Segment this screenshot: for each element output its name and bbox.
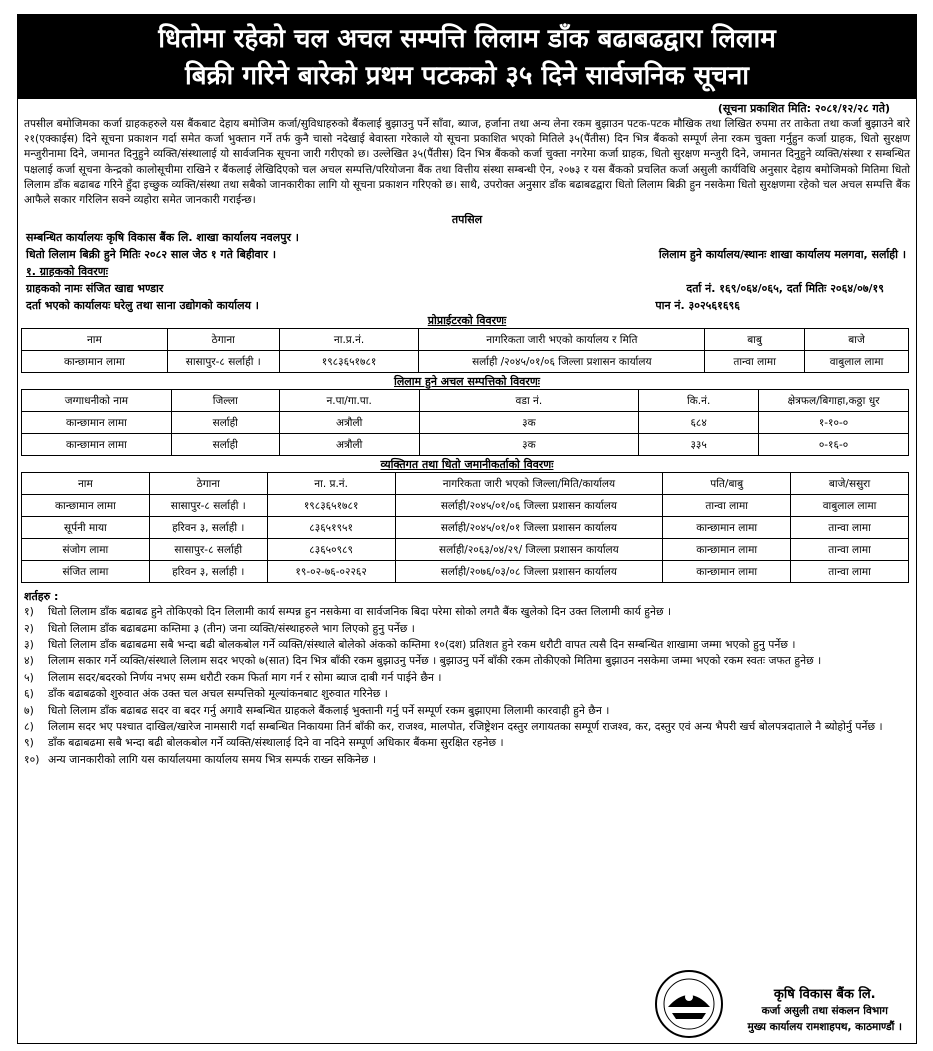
- auction-date: धितो लिलाम बिक्री हुने मितिः २०८२ साल जेठ १ गते बिहीवार ।: [26, 248, 277, 262]
- header-line-2: बिक्री गरिने बारेको प्रथम पटकको ३५ दिने सार्वजनिक सूचना: [185, 61, 749, 91]
- table-cell: सर्लाही/२०४५/०१/०६ जिल्ला प्रशासन कार्यालय: [395, 495, 663, 517]
- table-cell: सर्लाही: [171, 412, 279, 434]
- term-item: [24, 719, 908, 735]
- term-number: २): [24, 621, 34, 635]
- signature-office: मुख्य कार्यालय रामशाहपथ, काठमाण्डौं ।: [747, 1021, 902, 1033]
- column-header: क्षेत्रफल/बिगाहा,कठ्ठा धुर: [759, 390, 909, 412]
- auction-place: लिलाम हुने कार्यालय/स्थानः शाखा कार्यालय मलगवा, सर्लाही ।: [658, 248, 906, 262]
- term-item: [24, 670, 908, 686]
- intro-paragraph: तपसील बमोजिमका कर्जा ग्राहकहरुले यस बैंकबाट देहाय बमोजिम कर्जा/सुविधाहरुको बैंकलाई बुझाउनु पर्ने साँवा, ब्याज, हर्जाना तथा अन्य लेना रकम बुझाउन पटक-पटक मौखिक तथा लिखित रुपमा तर ताकेता तथा कर्जा बुझाउने बारे २१(एक्काईस) दिने सूचना प्रकाशन गर्दा समेत कर्जा भुक्तान गर्ने तर्फ कुनै चासो नदेखाई बेवास्ता गरेकाले यो सूचना प्रकाशित भएको मितिले ३५(पैंतीस) दिन भित्र बैंकको सम्पूर्ण लेना रकम चुक्ता गर्नुहुन कर्जा ग्राहक, धितो सुरक्षण मन्जुरीनामा दिने, जमानत दिनुहुने व्यक्ति/संस्थालाई यो सार्वजनिक सूचना जारी गरीएको छ। उल्लेखित ३५(पैंतीस) दिन भित्र बैंकको कर्जा चुक्ता नगरेमा कर्जा ग्राहक, धितो सुरक्षण मन्जुरी दिने, जमानत दिनुहुने व्यक्ति/संस्था र सम्बन्धित पक्षलाई कर्जा सूचना केन्द्रको कालोसूचीमा राखिने र बैंकलाई लेखिदिएको चल अचल सम्पत्ति/परियोजना बैंक तथा वित्तीय संस्था सम्बन्धी ऐन, २०७३ र यस बैंकको प्रचलित कर्जा असुली कार्यविधि अनुसार देहाय बमोजिमको मितिमा धितो लिलाम डाँक बढाबढ गरिने हुँदा इच्छुक व्यक्ति/संस्था तथा सबैको जानकारीका लागि यो सूचना प्रकाशन गरिएको छ। साथै, उपरोक्त अनुसार डाँक बढाबढद्वारा धितो लिलाम बिक्री हुन नसकेमा धितो सुरक्षणमा रहेको चल अचल सम्पत्ति बैंक आफैले सकार गरिलिन सक्ने व्यहोरा समेत जानकारी गराईन्छ।: [24, 118, 910, 207]
- table-cell: सूर्पनी माया: [22, 517, 150, 539]
- table-cell: कान्छामान लामा: [22, 495, 150, 517]
- column-header: नागरिकता जारी भएको कार्यालय र मिति: [419, 329, 705, 351]
- table-cell: तान्वा लामा: [791, 561, 909, 583]
- term-text: अन्य जानकारीको लागि यस कार्यालयमा कार्यालय समय भित्र सम्पर्क राख्न सकिनेछ ।: [48, 752, 377, 766]
- column-header: कि.नं.: [639, 390, 759, 412]
- column-header: नाम: [22, 329, 168, 351]
- signature-department: कर्जा असुली तथा संकलन विभाग: [761, 1005, 888, 1017]
- table-cell: सर्लाही /२०४५/०१/०६ जिल्ला प्रशासन कार्यालय: [419, 351, 705, 373]
- table-cell: संजित लामा: [22, 561, 150, 583]
- table-cell: सर्लाही: [171, 434, 279, 456]
- term-number: ८): [24, 720, 34, 734]
- table-cell: १९८३६५१७८१: [279, 351, 419, 373]
- terms-list: [18, 604, 916, 768]
- table-cell: ८३६५१९५१: [267, 517, 395, 539]
- table-cell: कान्छामान लामा: [22, 412, 172, 434]
- table-cell: १९८३६५१७८१: [267, 495, 395, 517]
- table-cell: वाबुलाल लामा: [805, 351, 909, 373]
- property-table-title: लिलाम हुने अचल सम्पत्तिको विवरणः: [394, 375, 540, 389]
- term-text: लिलाम सदर भए पश्चात दाखिल/खारेज नामसारी गर्दा सम्बन्धित निकायमा तिर्न बाँकी कर, राजश्व, मालपोत, रजिष्ट्रेशन दस्तुर लगायतका सम्पूर्ण राजश्व, कर, दस्तुर एवं अन्य भैपरी खर्च बोलपत्रदाताले नै ब्योहोर्नु पर्नेछ ।: [48, 720, 883, 734]
- table-cell: अत्रौली: [279, 412, 419, 434]
- term-text: धितो लिलाम डाँक बढाबढमा कम्तिमा ३ (तीन) जना व्यक्ति/संस्थाहरुले भाग लिएको हुनु पर्नेछ ।: [48, 621, 415, 635]
- table-header-row: [22, 473, 909, 495]
- term-text: धितो लिलाम डाँक बढाबढमा सबै भन्दा बढी बोलकबोल गर्ने व्यक्ति/संस्थाले बोलेको अंकको कम्तिमा १०(दश) प्रतिशत हुने रकम धरौटी वापत त्यसै दिन सम्बन्धित शाखामा जम्मा भएको हुनु पर्नेछ ।: [48, 638, 796, 652]
- table-cell: तान्वा लामा: [705, 351, 805, 373]
- table-row: [22, 561, 909, 583]
- term-number: १०): [24, 752, 40, 766]
- column-header: ना.प्र.नं.: [279, 329, 419, 351]
- table-header-row: [22, 329, 909, 351]
- guarantor-table-title: व्यक्तिगत तथा धितो जमानीकर्ताको विवरणः: [380, 458, 554, 472]
- client-section-heading: १. ग्राहकको विवरणः: [26, 265, 108, 279]
- table-row: [22, 495, 909, 517]
- table-cell: सासापुर-८ सर्लाही ।: [149, 495, 267, 517]
- term-item: [24, 735, 908, 751]
- table-cell: ३क: [419, 434, 639, 456]
- table-cell: ०-१६-०: [759, 434, 909, 456]
- pan-number: पान नं. ३०२५६१६९६: [655, 299, 740, 313]
- table-cell: ३क: [419, 412, 639, 434]
- term-text: डाँक बढाबढमा सबै भन्दा बढी बोलकबोल गर्ने व्यक्ति/संस्थालाई दिने वा नदिने सम्पूर्ण अधिकार बैंकमा सुरक्षित रहनेछ ।: [48, 736, 504, 750]
- table-header-row: [22, 390, 909, 412]
- table-cell: ३३५: [639, 434, 759, 456]
- term-item: [24, 637, 908, 653]
- table-cell: सासापुर-८ सर्लाही ।: [167, 351, 279, 373]
- column-header: वडा नं.: [419, 390, 639, 412]
- table-cell: ८३६५०९८९: [267, 539, 395, 561]
- column-header: पति/बाबु: [663, 473, 791, 495]
- term-item: [24, 686, 908, 702]
- column-header: जिल्ला: [171, 390, 279, 412]
- term-text: धितो लिलाम डाँक बढाबढ हुने तोकिएको दिन लिलामी कार्य सम्पन्न हुन नसकेमा वा सार्वजनिक बिदा परेमा सोको लगतै बैंक खुलेको दिन उक्त लिलामी कार्य हुनेछ ।: [48, 605, 672, 619]
- column-header: ठेगाना: [167, 329, 279, 351]
- registration-number: दर्ता नं. १६९/०६४/०६५, दर्ता मितिः २०६४/०७/१९: [686, 282, 884, 296]
- table-cell: कान्छामान लामा: [22, 434, 172, 456]
- notice-header: [18, 15, 916, 99]
- publication-date: (सूचना प्रकाशित मिति: २०८१/१२/२८ गते): [717, 102, 890, 115]
- table-cell: कान्छामान लामा: [663, 561, 791, 583]
- table-cell: तान्वा लामा: [791, 517, 909, 539]
- table-cell: सर्लाही/२०७६/०३/०८ जिल्ला प्रशासन कार्यालय: [395, 561, 663, 583]
- term-number: ७): [24, 703, 34, 717]
- column-header: नाम: [22, 473, 150, 495]
- table-cell: कान्छामान लामा: [663, 517, 791, 539]
- column-header: ठेगाना: [149, 473, 267, 495]
- table-cell: हरिवन ३, सर्लाही ।: [149, 517, 267, 539]
- notice-page: [17, 14, 917, 1044]
- column-header: बाजे/ससुरा: [791, 473, 909, 495]
- term-number: ६): [24, 687, 34, 701]
- guarantor-table: [21, 472, 909, 583]
- term-number: ९): [24, 736, 34, 750]
- term-item: [24, 604, 908, 620]
- term-item: [24, 703, 908, 719]
- term-item: [24, 752, 908, 768]
- property-table: [21, 389, 909, 456]
- term-number: १): [24, 605, 34, 619]
- signature-org: कृषि विकास बैंक लि.: [773, 987, 876, 1002]
- table-cell: सर्लाही/२०४५/०१/०१ जिल्ला प्रशासन कार्यालय: [395, 517, 663, 539]
- table-cell: अत्रौली: [279, 434, 419, 456]
- related-office: सम्बन्धित कार्यालयः कृषि विकास बैंक लि. शाखा कार्यालय नवलपुर ।: [26, 231, 299, 245]
- column-header: ना. प्र.नं.: [267, 473, 395, 495]
- terms-heading: शर्तहरु :: [24, 590, 59, 604]
- column-header: जग्गाधनीको नाम: [22, 390, 172, 412]
- registration-office: दर्ता भएको कार्यालयः घरेलु तथा साना उद्योगको कार्यालय ।: [26, 299, 259, 313]
- term-number: ३): [24, 638, 34, 652]
- term-number: ५): [24, 670, 34, 684]
- table-cell: तान्वा लामा: [663, 495, 791, 517]
- column-header: नागरिकता जारी भएको जिल्ला/मिति/कार्यालय: [395, 473, 663, 495]
- table-cell: तान्वा लामा: [791, 539, 909, 561]
- table-cell: १९-०२-७६-०२२६२: [267, 561, 395, 583]
- table-cell: सर्लाही/२०६३/०४/२९/ जिल्ला प्रशासन कार्यालय: [395, 539, 663, 561]
- term-text: धितो लिलाम डाँक बढाबढ सदर वा बदर गर्नु अगावै सम्बन्धित ग्राहकले बैंकलाई भुक्तानी गर्नु पर्ने सम्पूर्ण रकम बुझाएमा लिलामी कारवाही हुने छैन ।: [48, 703, 610, 717]
- client-name: ग्राहकको नामः संजित खाद्य भण्डार: [26, 282, 164, 296]
- term-number: ४): [24, 654, 34, 668]
- table-row: [22, 351, 909, 373]
- table-row: [22, 539, 909, 561]
- table-cell: ६८४: [639, 412, 759, 434]
- table-cell: कान्छामान लामा: [22, 351, 168, 373]
- table-cell: वाबुलाल लामा: [791, 495, 909, 517]
- table-row: [22, 412, 909, 434]
- table-row: [22, 517, 909, 539]
- term-item: [24, 621, 908, 637]
- signature-block: [747, 987, 902, 1035]
- tapasil-heading: तपसिल: [451, 213, 483, 227]
- term-text: डाँक बढाबढको शुरुवात अंक उक्त चल अचल सम्पत्तिको मूल्यांकनबाट शुरुवात गरिनेछ ।: [48, 687, 388, 701]
- header-line-1: धितोमा रहेको चल अचल सम्पत्ति लिलाम डाँक बढाबढद्वारा लिलाम: [158, 24, 776, 54]
- table-cell: हरिवन ३, सर्लाही ।: [149, 561, 267, 583]
- table-row: [22, 434, 909, 456]
- column-header: न.पा/गा.पा.: [279, 390, 419, 412]
- table-cell: सासापुर-८ सर्लाही: [149, 539, 267, 561]
- proprietor-table: [21, 328, 909, 373]
- term-text: लिलाम सदर/बदरको निर्णय नभए सम्म धरौटी रकम फिर्ता माग गर्न र सोमा ब्याज दाबी गर्न पाईने छैन ।: [48, 670, 442, 684]
- term-text: लिलाम सकार गर्ने व्यक्ति/संस्थाले लिलाम सदर भएको ७(सात) दिन भित्र बाँकी रकम बुझाउनु पर्नेछ । बुझाउनु पर्ने बाँकी रकम तोकीएको मितिमा बुझाउन नसकेमा जम्मा भएको रकम स्वतः जफत हुनेछ ।: [48, 654, 822, 668]
- table-cell: १-१०-०: [759, 412, 909, 434]
- bank-logo-icon: [654, 969, 724, 1039]
- table-cell: संजोग लामा: [22, 539, 150, 561]
- term-item: [24, 653, 908, 669]
- column-header: बाजे: [805, 329, 909, 351]
- table-cell: कान्छामान लामा: [663, 539, 791, 561]
- column-header: बाबु: [705, 329, 805, 351]
- proprietor-table-title: प्रोप्राईटरको विवरणः: [427, 314, 507, 328]
